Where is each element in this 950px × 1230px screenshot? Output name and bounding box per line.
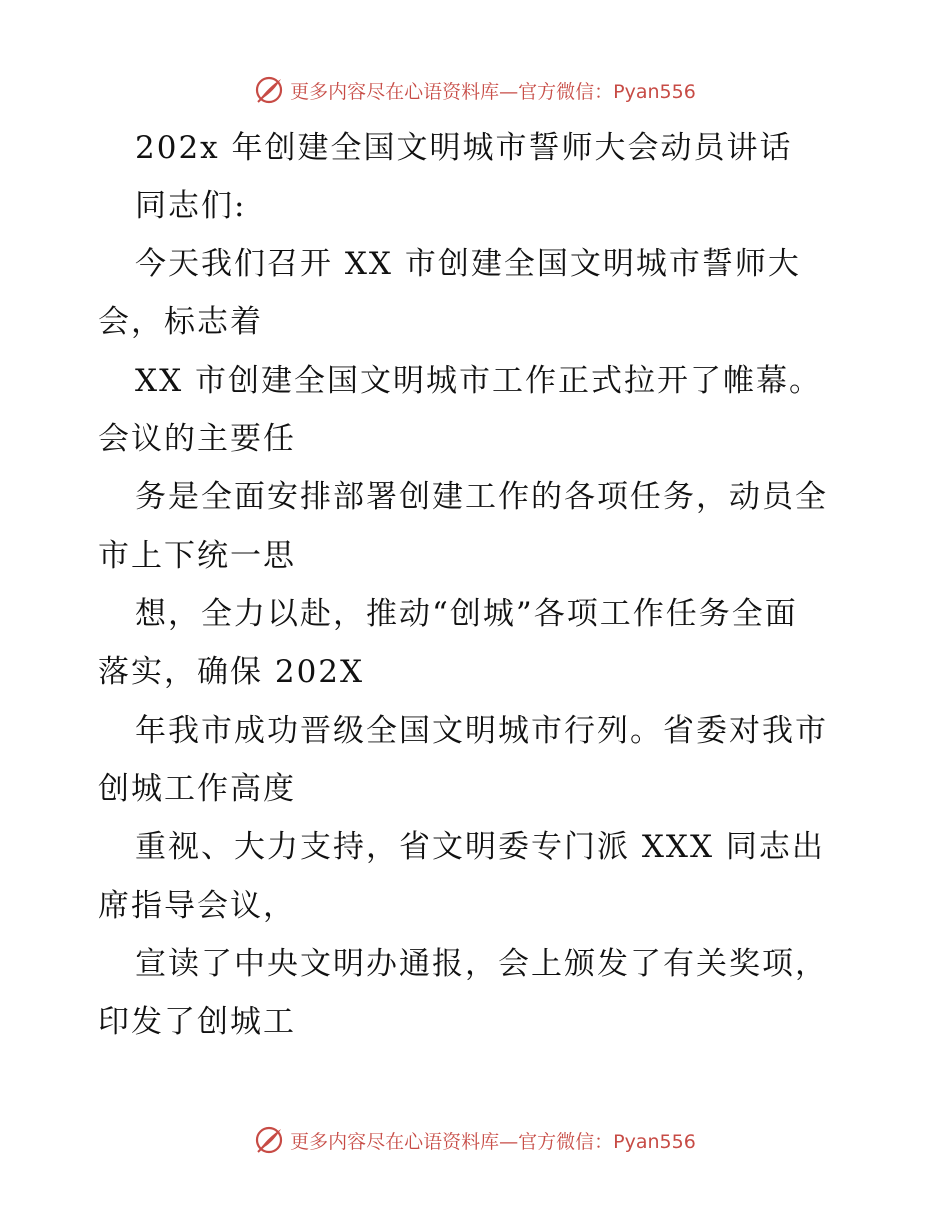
paragraph-line: 务是全面安排部署创建工作的各项任务，动员全 (135, 479, 828, 515)
quill-logo-icon (254, 1125, 284, 1155)
paragraph-line: 宣读了中央文明办通报，会上颁发了有关奖项， (135, 946, 828, 982)
watermark-text: 更多内容尽在心语资料库—官方微信：Pyan556 (290, 80, 696, 103)
top-watermark-banner (0, 70, 950, 110)
paragraph-line: 会议的主要任 (98, 421, 296, 457)
watermark-text: 更多内容尽在心语资料库—官方微信：Pyan556 (290, 1130, 696, 1153)
paragraph-line: XX 市创建全国文明城市工作正式拉开了帷幕。 (135, 363, 822, 399)
paragraph-line: 年我市成功晋级全国文明城市行列。省委对我市 (135, 713, 828, 749)
paragraph-line: 重视、大力支持，省文明委专门派 XXX 同志出 (135, 829, 825, 865)
paragraph-line: 印发了创城工 (98, 1004, 296, 1040)
quill-logo-icon (254, 75, 284, 105)
paragraph-line: 会，标志着 (98, 304, 263, 340)
paragraph-line: 市上下统一思 (98, 538, 296, 574)
paragraph-line: 席指导会议， (98, 888, 296, 924)
bottom-watermark-banner (0, 1120, 950, 1160)
paragraph-line: 创城工作高度 (98, 771, 296, 807)
paragraph-line: 想，全力以赴，推动“创城”各项工作任务全面 (135, 596, 798, 632)
paragraph-line: 今天我们召开 XX 市创建全国文明城市誓师大 (135, 246, 801, 282)
paragraph-line: 落实，确保 202X (98, 654, 365, 690)
document-title: 202x 年创建全国文明城市誓师大会动员讲话 (135, 130, 793, 166)
salutation: 同志们: (135, 188, 247, 224)
